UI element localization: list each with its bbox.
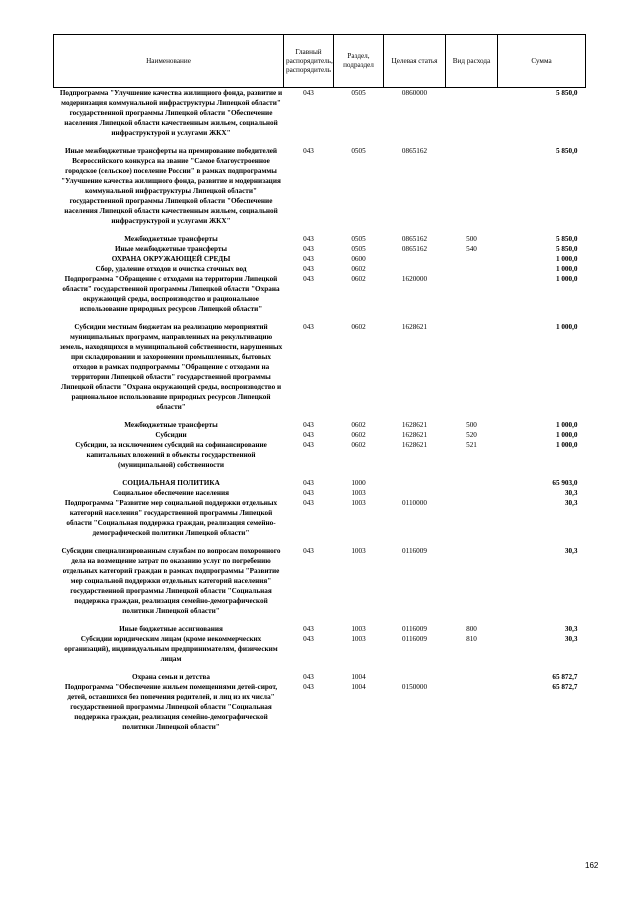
row-amount: 5 850,0	[555, 245, 578, 253]
row-section: 0505	[351, 89, 366, 97]
row-name: Межбюджетные трансферты	[124, 235, 218, 243]
row-grbs: 043	[303, 673, 314, 681]
table-row	[54, 440, 586, 478]
row-grbs: 043	[303, 683, 314, 691]
row-expense-type	[446, 682, 498, 732]
row-grbs: 043	[303, 499, 314, 507]
row-target: 0865162	[401, 235, 428, 243]
row-grbs: 043	[303, 635, 314, 643]
row-name: Субсидии специализированным службам по вопросам похоронного дела на возмещение затрат по оказанию услуг по погребению отдельных категорий граждан в рамках подпрограммы "Развитие мер социальной поддержки отдельных категорий населения" государственной программы Липецкой области "Социальная поддержка граждан, реализация семейно-демографической политики Липецкой области"	[61, 547, 281, 615]
row-target: 0860000	[401, 89, 428, 97]
row-name: Иные межбюджетные трансферты	[114, 245, 228, 253]
row-section: 0505	[351, 245, 366, 253]
table-row	[54, 478, 586, 488]
table-header-row	[54, 35, 586, 88]
row-name: Подпрограмма "Развитие мер социальной поддержки отдельных категорий населения" государственной программы Липецкой области "Социальная поддержка граждан, реализация семейно-демографической политики Липецкой области"	[64, 499, 278, 537]
row-amount: 65 872,7	[552, 673, 578, 681]
table-row	[54, 88, 586, 147]
row-name: СОЦИАЛЬНАЯ ПОЛИТИКА	[122, 479, 220, 487]
row-target: 0150000	[401, 683, 428, 691]
row-name: ОХРАНА ОКРУЖАЮЩЕЙ СРЕДЫ	[111, 255, 231, 263]
row-section: 1003	[351, 635, 366, 643]
row-expense-type: 810	[466, 635, 477, 643]
row-target: 1628621	[401, 421, 428, 429]
row-expense-type: 800	[466, 625, 477, 633]
table-row	[54, 682, 586, 732]
row-amount: 1 000,0	[555, 431, 578, 439]
row-section: 0602	[351, 441, 366, 449]
row-name: Иные межбюджетные трансферты на премирование победителей Всероссийского конкурса на звание "Самое благоустроенное городское (сельское) поселение России" в рамках подпрограммы "Улучшение качества жилищного фонда, развитие и модернизация коммунальной инфраструктуры Липецкой области" государственной программы Липецкой области "Обеспечение населения Липецкой области качественным жильем, социальной инфраструктурой и услугами ЖКХ"	[61, 147, 281, 225]
row-amount: 5 850,0	[555, 235, 578, 243]
row-expense-type	[446, 264, 498, 274]
row-target: 0116009	[402, 625, 427, 633]
row-name: Подпрограмма "Улучшение качества жилищного фонда, развитие и модернизация коммунальной инфраструктуры Липецкой области" государственной программы Липецкой области "Обеспечение населения Липецкой области качественным жильем, социальной инфраструктурой и услугами ЖКХ"	[59, 89, 283, 137]
row-amount: 1 000,0	[555, 323, 578, 331]
row-grbs: 043	[303, 431, 314, 439]
row-name: Субсидии местным бюджетам на реализацию мероприятий муниципальных программ, направленных на рекультивацию земель, находящихся в муниципальной собственности, нарушенных при складировании и захоронении промышленных, бытовых отходов в рамках подпрограммы "Обращение с отходами на территории Липецкой области" государственной программы Липецкой области "Охрана окружающей среды, воспроизводство и рациональное использование природных ресурсов Липецкой области"	[59, 323, 283, 411]
row-amount: 5 850,0	[555, 147, 578, 155]
row-grbs: 043	[303, 625, 314, 633]
row-target	[384, 254, 446, 264]
row-expense-type: 500	[466, 421, 477, 429]
row-grbs: 043	[303, 265, 314, 273]
table-row	[54, 420, 586, 430]
row-target: 0865162	[401, 147, 428, 155]
row-amount: 30,3	[564, 547, 578, 555]
row-expense-type	[446, 88, 498, 147]
row-expense-type	[446, 546, 498, 624]
row-target: 0116009	[402, 635, 427, 643]
row-section: 0602	[351, 323, 366, 331]
row-target: 0865162	[401, 245, 428, 253]
row-expense-type	[446, 498, 498, 546]
row-target: 0116009	[402, 547, 427, 555]
row-target	[384, 488, 446, 498]
row-section: 0505	[351, 235, 366, 243]
row-target: 1628621	[401, 431, 428, 439]
row-section: 0602	[351, 421, 366, 429]
row-name: Субсидии юридическим лицам (кроме некоммерческих организаций), индивидуальным предпринимателям, физическим лицам	[64, 635, 278, 663]
row-amount: 1 000,0	[555, 421, 578, 429]
row-amount: 65 872,7	[552, 683, 578, 691]
row-name: Подпрограмма "Обращение с отходами на территории Липецкой области" государственной программы Липецкой области "Охрана окружающей среды, воспроизводство и рациональное использование природных ресурсов Липецкой области"	[62, 275, 280, 313]
header-name: Наименование	[54, 35, 284, 88]
row-section: 0602	[351, 431, 366, 439]
row-expense-type	[446, 146, 498, 234]
table-row	[54, 546, 586, 624]
row-expense-type	[446, 488, 498, 498]
row-grbs: 043	[303, 479, 314, 487]
row-grbs: 043	[303, 245, 314, 253]
row-grbs: 043	[303, 147, 314, 155]
row-amount: 65 903,0	[552, 479, 578, 487]
table-row	[54, 274, 586, 322]
row-amount: 30,3	[564, 499, 578, 507]
table-row	[54, 488, 586, 498]
header-amount: Сумма	[498, 35, 586, 88]
header-section: Раздел, подраздел	[334, 35, 384, 88]
row-section: 0600	[351, 255, 366, 263]
row-grbs: 043	[303, 547, 314, 555]
row-target	[384, 478, 446, 488]
table-row	[54, 234, 586, 244]
row-expense-type	[446, 322, 498, 420]
row-expense-type	[446, 274, 498, 322]
row-grbs: 043	[303, 421, 314, 429]
row-section: 1003	[351, 489, 366, 497]
row-name: Субсидии, за исключением субсидий на софинансирование капитальных вложений в объекты государственной (муниципальной) собственности	[75, 441, 267, 469]
row-section: 1000	[351, 479, 366, 487]
row-name: Социальное обеспечение населения	[112, 489, 230, 497]
table-row	[54, 430, 586, 440]
table-row	[54, 322, 586, 420]
row-section: 0602	[351, 275, 366, 283]
row-amount: 1 000,0	[555, 275, 578, 283]
budget-table-page	[53, 34, 585, 732]
budget-table	[53, 34, 586, 732]
row-expense-type: 540	[466, 245, 477, 253]
table-row	[54, 264, 586, 274]
header-expense-type: Вид расхода	[446, 35, 498, 88]
row-expense-type	[446, 672, 498, 682]
row-amount: 30,3	[564, 635, 578, 643]
row-section: 0602	[351, 265, 366, 273]
table-row	[54, 672, 586, 682]
row-expense-type	[446, 254, 498, 264]
header-target: Целевая статья	[384, 35, 446, 88]
row-amount: 1 000,0	[555, 441, 578, 449]
row-expense-type: 500	[466, 235, 477, 243]
table-row	[54, 254, 586, 264]
table-row	[54, 244, 586, 254]
row-amount: 30,3	[564, 489, 578, 497]
table-body	[54, 88, 586, 733]
table-row	[54, 146, 586, 234]
table-row	[54, 624, 586, 634]
row-section: 0505	[351, 147, 366, 155]
row-target: 0110000	[402, 499, 427, 507]
row-section: 1003	[351, 547, 366, 555]
row-grbs: 043	[303, 441, 314, 449]
row-expense-type: 520	[466, 431, 477, 439]
row-target: 1620000	[401, 275, 428, 283]
table-row	[54, 498, 586, 546]
row-target	[384, 264, 446, 274]
row-name: Иные бюджетные ассигнования	[119, 625, 223, 633]
row-amount: 5 850,0	[555, 89, 578, 97]
row-section: 1003	[351, 499, 366, 507]
row-expense-type: 521	[466, 441, 477, 449]
table-row	[54, 634, 586, 672]
row-name: Сбор, удаление отходов и очистка сточных вод	[95, 265, 247, 273]
row-grbs: 043	[303, 255, 314, 263]
row-name: Подпрограмма "Обеспечение жильем помещениями детей-сирот, детей, оставшихся без попечения родителей, и лиц из их числа" государственной программы Липецкой области "Социальная поддержка граждан, реализация семейно-демографической политики Липецкой области"	[64, 683, 278, 731]
row-grbs: 043	[303, 323, 314, 331]
row-amount: 1 000,0	[555, 265, 578, 273]
row-target	[384, 672, 446, 682]
row-amount: 1 000,0	[555, 255, 578, 263]
row-name: Межбюджетные трансферты	[124, 421, 218, 429]
row-name: Охрана семьи и детства	[132, 673, 210, 681]
row-section: 1004	[351, 673, 366, 681]
page-number: 162	[585, 861, 599, 870]
row-target: 1628621	[401, 323, 428, 331]
row-name: Субсидии	[155, 431, 187, 439]
header-grbs: Главный распорядитель, распорядитель	[284, 35, 334, 88]
row-grbs: 043	[303, 275, 314, 283]
row-section: 1003	[351, 625, 366, 633]
row-target: 1628621	[401, 441, 428, 449]
row-expense-type	[446, 478, 498, 488]
row-grbs: 043	[303, 235, 314, 243]
row-amount: 30,3	[564, 625, 578, 633]
row-grbs: 043	[303, 489, 314, 497]
row-grbs: 043	[303, 89, 314, 97]
row-section: 1004	[351, 683, 366, 691]
